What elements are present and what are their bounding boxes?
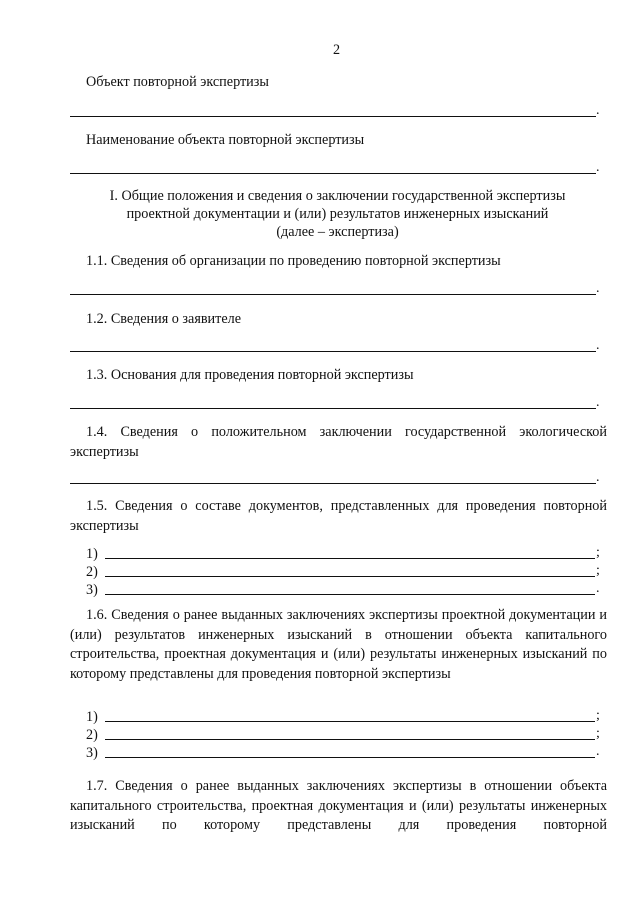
period-mark: .	[596, 103, 600, 118]
item-1-6-entry-2-line[interactable]	[105, 739, 595, 740]
item-1-5-entry-2-line[interactable]	[105, 576, 595, 577]
list-number: 3)	[86, 582, 98, 598]
section-title-line-2: проектной документации и (или) результатов инженерных изысканий	[126, 206, 549, 222]
item-1-4-fill-line[interactable]	[70, 483, 596, 484]
object-label: Объект повторной экспертизы	[86, 74, 269, 90]
page-number: 2	[333, 42, 341, 58]
item-1-2-label: 1.2. Сведения о заявителе	[86, 311, 242, 327]
item-1-4-label: 1.4. Сведения о положительном заключении государственной экологической экспертизы	[70, 424, 607, 460]
object-fill-line[interactable]	[70, 116, 596, 117]
list-number: 2)	[86, 564, 98, 580]
period-mark: .	[596, 395, 600, 410]
semicolon-mark: ;	[596, 563, 600, 578]
object-name-label: Наименование объекта повторной экспертизы	[86, 132, 365, 148]
period-mark: .	[596, 744, 600, 759]
item-1-2-fill-line[interactable]	[70, 351, 596, 352]
semicolon-mark: ;	[596, 708, 600, 723]
item-1-5-entry-1-line[interactable]	[105, 558, 595, 559]
item-1-1-label: 1.1. Сведения об организации по проведению повторной экспертизы	[86, 253, 501, 269]
object-name-fill-line[interactable]	[70, 173, 596, 174]
list-number: 2)	[86, 727, 98, 743]
item-1-3-label: 1.3. Основания для проведения повторной экспертизы	[86, 367, 414, 383]
item-1-6-entry-3-line[interactable]	[105, 757, 595, 758]
section-title-line-1: I. Общие положения и сведения о заключении государственной экспертизы	[109, 188, 566, 204]
period-mark: .	[596, 470, 600, 485]
list-number: 3)	[86, 745, 98, 761]
section-title-line-3: (далее – экспертиза)	[276, 224, 399, 240]
item-1-6-entry-1-line[interactable]	[105, 721, 595, 722]
list-number: 1)	[86, 546, 98, 562]
semicolon-mark: ;	[596, 545, 600, 560]
item-1-1-fill-line[interactable]	[70, 294, 596, 295]
period-mark: .	[596, 581, 600, 596]
period-mark: .	[596, 160, 600, 175]
period-mark: .	[596, 338, 600, 353]
item-1-5-label: 1.5. Сведения о составе документов, представленных для проведения повторной экспертизы	[70, 498, 607, 534]
semicolon-mark: ;	[596, 726, 600, 741]
item-1-3-fill-line[interactable]	[70, 408, 596, 409]
item-1-6-label: 1.6. Сведения о ранее выданных заключениях экспертизы проектной документации и (или) результатов инженерных изысканий в отношении объекта капитального строительства, проектная документация и (или) результаты инженерных изысканий по которому представлены для проведения повторной экспертизы	[70, 607, 607, 682]
item-1-7-label: 1.7. Сведения о ранее выданных заключениях экспертизы в отношении объекта капитального строительства, проектная документация и (или) результаты инженерных изысканий по которому представлены для проведения повторной	[70, 778, 607, 833]
period-mark: .	[596, 281, 600, 296]
list-number: 1)	[86, 709, 98, 725]
item-1-5-entry-3-line[interactable]	[105, 594, 595, 595]
